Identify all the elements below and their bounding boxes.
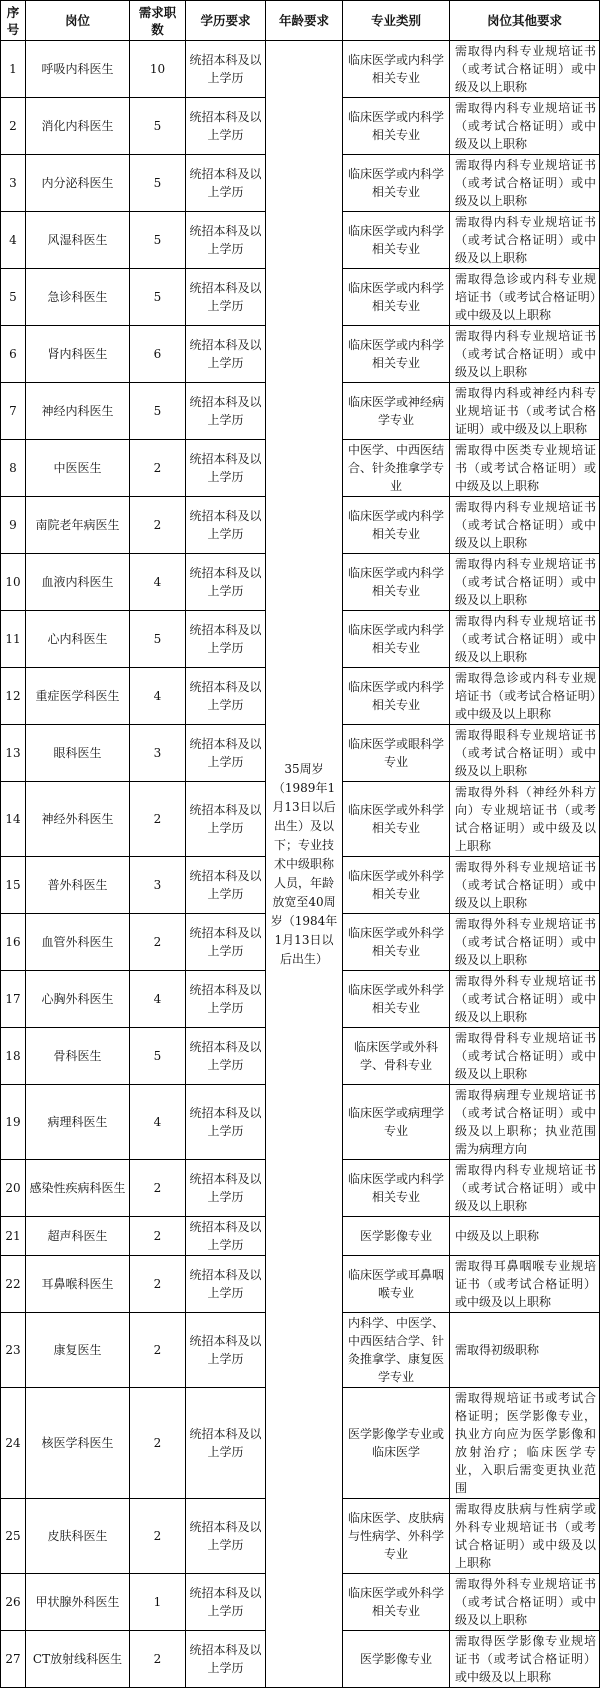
row-other-requirements: 需取得内科或神经内科专业规培证书（或考试合格证明）或中级及以上职称 bbox=[450, 383, 600, 440]
row-education: 统招本科及以上学历 bbox=[186, 857, 266, 914]
row-education: 统招本科及以上学历 bbox=[186, 98, 266, 155]
row-major: 临床医学或内科学相关专业 bbox=[343, 497, 450, 554]
row-major: 临床医学或外科学相关专业 bbox=[343, 782, 450, 857]
row-other-requirements: 需取得外科专业规培证书（或考试合格证明）或中级及以上职称 bbox=[450, 914, 600, 971]
row-major: 临床医学或内科学相关专业 bbox=[343, 611, 450, 668]
row-index: 23 bbox=[1, 1313, 26, 1388]
row-position: 骨科医生 bbox=[26, 1028, 130, 1085]
row-other-requirements: 需取得皮肤病与性病学或外科专业规培证书（或考试合格证明）或中级及以上职称 bbox=[450, 1499, 600, 1574]
row-index: 11 bbox=[1, 611, 26, 668]
row-other-requirements: 需取得内科专业规培证书（或考试合格证明）或中级及以上职称 bbox=[450, 611, 600, 668]
row-other-requirements: 需取得内科专业规培证书（或考试合格证明）或中级及以上职称 bbox=[450, 1160, 600, 1217]
row-education: 统招本科及以上学历 bbox=[186, 1388, 266, 1499]
row-count: 2 bbox=[130, 1499, 186, 1574]
row-position: 眼科医生 bbox=[26, 725, 130, 782]
row-count: 3 bbox=[130, 725, 186, 782]
row-index: 14 bbox=[1, 782, 26, 857]
row-position: 甲状腺外科医生 bbox=[26, 1574, 130, 1631]
row-other-requirements: 需取得内科专业规培证书（或考试合格证明）或中级及以上职称 bbox=[450, 41, 600, 98]
row-position: 心内科医生 bbox=[26, 611, 130, 668]
row-education: 统招本科及以上学历 bbox=[186, 269, 266, 326]
row-index: 8 bbox=[1, 440, 26, 497]
row-count: 2 bbox=[130, 1160, 186, 1217]
table-row bbox=[1, 41, 600, 98]
row-education: 统招本科及以上学历 bbox=[186, 668, 266, 725]
row-count: 2 bbox=[130, 1313, 186, 1388]
row-major: 临床医学、皮肤病与性病学、外科学专业 bbox=[343, 1499, 450, 1574]
row-major: 临床医学或内科学相关专业 bbox=[343, 269, 450, 326]
header-age: 年龄要求 bbox=[266, 1, 343, 41]
row-count: 2 bbox=[130, 1388, 186, 1499]
row-other-requirements: 需取得病理专业规培证书（或考试合格证明）或中级及以上职称；执业范围需为病理方向 bbox=[450, 1085, 600, 1160]
row-index: 7 bbox=[1, 383, 26, 440]
row-position: 神经内科医生 bbox=[26, 383, 130, 440]
row-position: 中医医生 bbox=[26, 440, 130, 497]
row-count: 2 bbox=[130, 782, 186, 857]
row-position: 风湿科医生 bbox=[26, 212, 130, 269]
row-index: 13 bbox=[1, 725, 26, 782]
row-other-requirements: 需取得初级职称 bbox=[450, 1313, 600, 1388]
table-body bbox=[1, 41, 600, 1688]
row-major: 临床医学或眼科学专业 bbox=[343, 725, 450, 782]
row-index: 9 bbox=[1, 497, 26, 554]
row-position: 心胸外科医生 bbox=[26, 971, 130, 1028]
row-other-requirements: 需取得外科（神经外科方向）专业规培证书（或考试合格证明）或中级及以上职称 bbox=[450, 782, 600, 857]
row-major: 临床医学或病理学专业 bbox=[343, 1085, 450, 1160]
row-index: 16 bbox=[1, 914, 26, 971]
row-index: 25 bbox=[1, 1499, 26, 1574]
row-major: 医学影像学专业或临床医学 bbox=[343, 1388, 450, 1499]
row-other-requirements: 需取得外科专业规培证书（或考试合格证明）或中级及以上职称 bbox=[450, 857, 600, 914]
row-index: 19 bbox=[1, 1085, 26, 1160]
row-education: 统招本科及以上学历 bbox=[186, 611, 266, 668]
row-count: 2 bbox=[130, 1631, 186, 1688]
row-position: CT放射线科医生 bbox=[26, 1631, 130, 1688]
row-major: 中医学、中西医结合、针灸推拿学专业 bbox=[343, 440, 450, 497]
header-major: 专业类别 bbox=[343, 1, 450, 41]
row-position: 耳鼻喉科医生 bbox=[26, 1256, 130, 1313]
row-position: 皮肤科医生 bbox=[26, 1499, 130, 1574]
row-index: 3 bbox=[1, 155, 26, 212]
row-education: 统招本科及以上学历 bbox=[186, 554, 266, 611]
row-major: 临床医学或神经病学专业 bbox=[343, 383, 450, 440]
row-count: 5 bbox=[130, 269, 186, 326]
row-other-requirements: 需取得骨科专业规培证书（或考试合格证明）或中级及以上职称 bbox=[450, 1028, 600, 1085]
row-education: 统招本科及以上学历 bbox=[186, 1160, 266, 1217]
row-major: 临床医学或内科学相关专业 bbox=[343, 326, 450, 383]
row-index: 6 bbox=[1, 326, 26, 383]
row-position: 核医学科医生 bbox=[26, 1388, 130, 1499]
row-other-requirements: 需取得内科专业规培证书（或考试合格证明）或中级及以上职称 bbox=[450, 497, 600, 554]
row-major: 医学影像专业 bbox=[343, 1631, 450, 1688]
header-education: 学历要求 bbox=[186, 1, 266, 41]
row-other-requirements: 需取得内科专业规培证书（或考试合格证明）或中级及以上职称 bbox=[450, 326, 600, 383]
row-position: 血管外科医生 bbox=[26, 914, 130, 971]
row-position: 病理科医生 bbox=[26, 1085, 130, 1160]
row-major: 临床医学或外科学、骨科专业 bbox=[343, 1028, 450, 1085]
row-position: 消化内科医生 bbox=[26, 98, 130, 155]
row-count: 6 bbox=[130, 326, 186, 383]
row-education: 统招本科及以上学历 bbox=[186, 383, 266, 440]
row-other-requirements: 需取得急诊或内科专业规培证书（或考试合格证明）或中级及以上职称 bbox=[450, 269, 600, 326]
row-count: 2 bbox=[130, 914, 186, 971]
row-position: 呼吸内科医生 bbox=[26, 41, 130, 98]
header-other: 岗位其他要求 bbox=[450, 1, 600, 41]
row-other-requirements: 需取得内科专业规培证书（或考试合格证明）或中级及以上职称 bbox=[450, 98, 600, 155]
row-other-requirements: 需取得外科专业规培证书（或考试合格证明）或中级及以上职称 bbox=[450, 1574, 600, 1631]
row-count: 2 bbox=[130, 1217, 186, 1256]
row-major: 临床医学或内科学相关专业 bbox=[343, 212, 450, 269]
row-education: 统招本科及以上学历 bbox=[186, 1574, 266, 1631]
row-other-requirements: 需取得内科专业规培证书（或考试合格证明）或中级及以上职称 bbox=[450, 212, 600, 269]
row-count: 5 bbox=[130, 611, 186, 668]
row-major: 临床医学或外科学相关专业 bbox=[343, 857, 450, 914]
row-position: 神经外科医生 bbox=[26, 782, 130, 857]
row-index: 2 bbox=[1, 98, 26, 155]
row-index: 18 bbox=[1, 1028, 26, 1085]
row-education: 统招本科及以上学历 bbox=[186, 1085, 266, 1160]
row-count: 4 bbox=[130, 554, 186, 611]
row-index: 10 bbox=[1, 554, 26, 611]
row-position: 内分泌科医生 bbox=[26, 155, 130, 212]
row-major: 临床医学或外科学相关专业 bbox=[343, 1574, 450, 1631]
row-education: 统招本科及以上学历 bbox=[186, 1028, 266, 1085]
row-count: 2 bbox=[130, 440, 186, 497]
row-major: 临床医学或外科学相关专业 bbox=[343, 971, 450, 1028]
row-education: 统招本科及以上学历 bbox=[186, 1313, 266, 1388]
row-index: 21 bbox=[1, 1217, 26, 1256]
row-other-requirements: 中级及以上职称 bbox=[450, 1217, 600, 1256]
row-count: 5 bbox=[130, 212, 186, 269]
header-index: 序号 bbox=[1, 1, 26, 41]
header-count: 需求职数 bbox=[130, 1, 186, 41]
row-major: 临床医学或外科学相关专业 bbox=[343, 914, 450, 971]
row-major: 临床医学或内科学相关专业 bbox=[343, 1160, 450, 1217]
row-count: 4 bbox=[130, 1085, 186, 1160]
row-index: 27 bbox=[1, 1631, 26, 1688]
row-education: 统招本科及以上学历 bbox=[186, 1256, 266, 1313]
age-requirement: 35周岁（1989年1月13日以后出生）及以下；专业技术中级职称人员，年龄放宽至40周岁（1984年1月13日以后出生） bbox=[266, 41, 343, 1688]
row-other-requirements: 需取得眼科专业规培证书（或考试合格证明）或中级及以上职称 bbox=[450, 725, 600, 782]
row-position: 超声科医生 bbox=[26, 1217, 130, 1256]
row-count: 3 bbox=[130, 857, 186, 914]
row-education: 统招本科及以上学历 bbox=[186, 971, 266, 1028]
row-count: 4 bbox=[130, 971, 186, 1028]
row-position: 普外科医生 bbox=[26, 857, 130, 914]
row-major: 临床医学或内科学相关专业 bbox=[343, 554, 450, 611]
row-position: 血液内科医生 bbox=[26, 554, 130, 611]
row-position: 南院老年病医生 bbox=[26, 497, 130, 554]
row-position: 急诊科医生 bbox=[26, 269, 130, 326]
row-major: 临床医学或内科学相关专业 bbox=[343, 668, 450, 725]
row-education: 统招本科及以上学历 bbox=[186, 440, 266, 497]
header-position: 岗位 bbox=[26, 1, 130, 41]
row-index: 15 bbox=[1, 857, 26, 914]
row-count: 2 bbox=[130, 1256, 186, 1313]
row-index: 22 bbox=[1, 1256, 26, 1313]
row-count: 2 bbox=[130, 497, 186, 554]
row-major: 临床医学或内科学相关专业 bbox=[343, 98, 450, 155]
row-education: 统招本科及以上学历 bbox=[186, 1499, 266, 1574]
row-major: 医学影像专业 bbox=[343, 1217, 450, 1256]
row-count: 4 bbox=[130, 668, 186, 725]
row-education: 统招本科及以上学历 bbox=[186, 326, 266, 383]
row-count: 5 bbox=[130, 383, 186, 440]
row-major: 临床医学或内科学相关专业 bbox=[343, 41, 450, 98]
row-education: 统招本科及以上学历 bbox=[186, 782, 266, 857]
row-position: 感染性疾病科医生 bbox=[26, 1160, 130, 1217]
row-other-requirements: 需取得医学影像专业规培证书（或考试合格证明）或中级及以上职称 bbox=[450, 1631, 600, 1688]
row-position: 重症医学科医生 bbox=[26, 668, 130, 725]
header-row bbox=[1, 1, 600, 41]
row-index: 17 bbox=[1, 971, 26, 1028]
row-index: 1 bbox=[1, 41, 26, 98]
row-count: 5 bbox=[130, 155, 186, 212]
row-major: 内科学、中医学、中西医结合学、针灸推拿学、康复医学专业 bbox=[343, 1313, 450, 1388]
row-major: 临床医学或内科学相关专业 bbox=[343, 155, 450, 212]
row-education: 统招本科及以上学历 bbox=[186, 1217, 266, 1256]
row-index: 5 bbox=[1, 269, 26, 326]
row-other-requirements: 需取得规培证书或考试合格证明；医学影像专业，执业方向应为医学影像和放射治疗；临床医学专业，入职后需变更执业范围 bbox=[450, 1388, 600, 1499]
row-index: 26 bbox=[1, 1574, 26, 1631]
row-position: 康复医生 bbox=[26, 1313, 130, 1388]
row-index: 12 bbox=[1, 668, 26, 725]
row-position: 肾内科医生 bbox=[26, 326, 130, 383]
row-education: 统招本科及以上学历 bbox=[186, 155, 266, 212]
row-education: 统招本科及以上学历 bbox=[186, 725, 266, 782]
row-education: 统招本科及以上学历 bbox=[186, 914, 266, 971]
row-index: 20 bbox=[1, 1160, 26, 1217]
row-other-requirements: 需取得耳鼻咽喉专业规培证书（或考试合格证明）或中级及以上职称 bbox=[450, 1256, 600, 1313]
row-count: 10 bbox=[130, 41, 186, 98]
row-count: 5 bbox=[130, 1028, 186, 1085]
row-count: 1 bbox=[130, 1574, 186, 1631]
row-index: 24 bbox=[1, 1388, 26, 1499]
row-other-requirements: 需取得急诊或内科专业规培证书（或考试合格证明）或中级及以上职称 bbox=[450, 668, 600, 725]
row-education: 统招本科及以上学历 bbox=[186, 497, 266, 554]
row-major: 临床医学或耳鼻咽喉专业 bbox=[343, 1256, 450, 1313]
row-count: 5 bbox=[130, 98, 186, 155]
row-other-requirements: 需取得内科专业规培证书（或考试合格证明）或中级及以上职称 bbox=[450, 155, 600, 212]
row-other-requirements: 需取得外科专业规培证书（或考试合格证明）或中级及以上职称 bbox=[450, 971, 600, 1028]
row-education: 统招本科及以上学历 bbox=[186, 1631, 266, 1688]
row-other-requirements: 需取得中医类专业规培证书（或考试合格证明）或中级及以上职称 bbox=[450, 440, 600, 497]
row-education: 统招本科及以上学历 bbox=[186, 212, 266, 269]
row-education: 统招本科及以上学历 bbox=[186, 41, 266, 98]
row-index: 4 bbox=[1, 212, 26, 269]
row-other-requirements: 需取得内科专业规培证书（或考试合格证明）或中级及以上职称 bbox=[450, 554, 600, 611]
